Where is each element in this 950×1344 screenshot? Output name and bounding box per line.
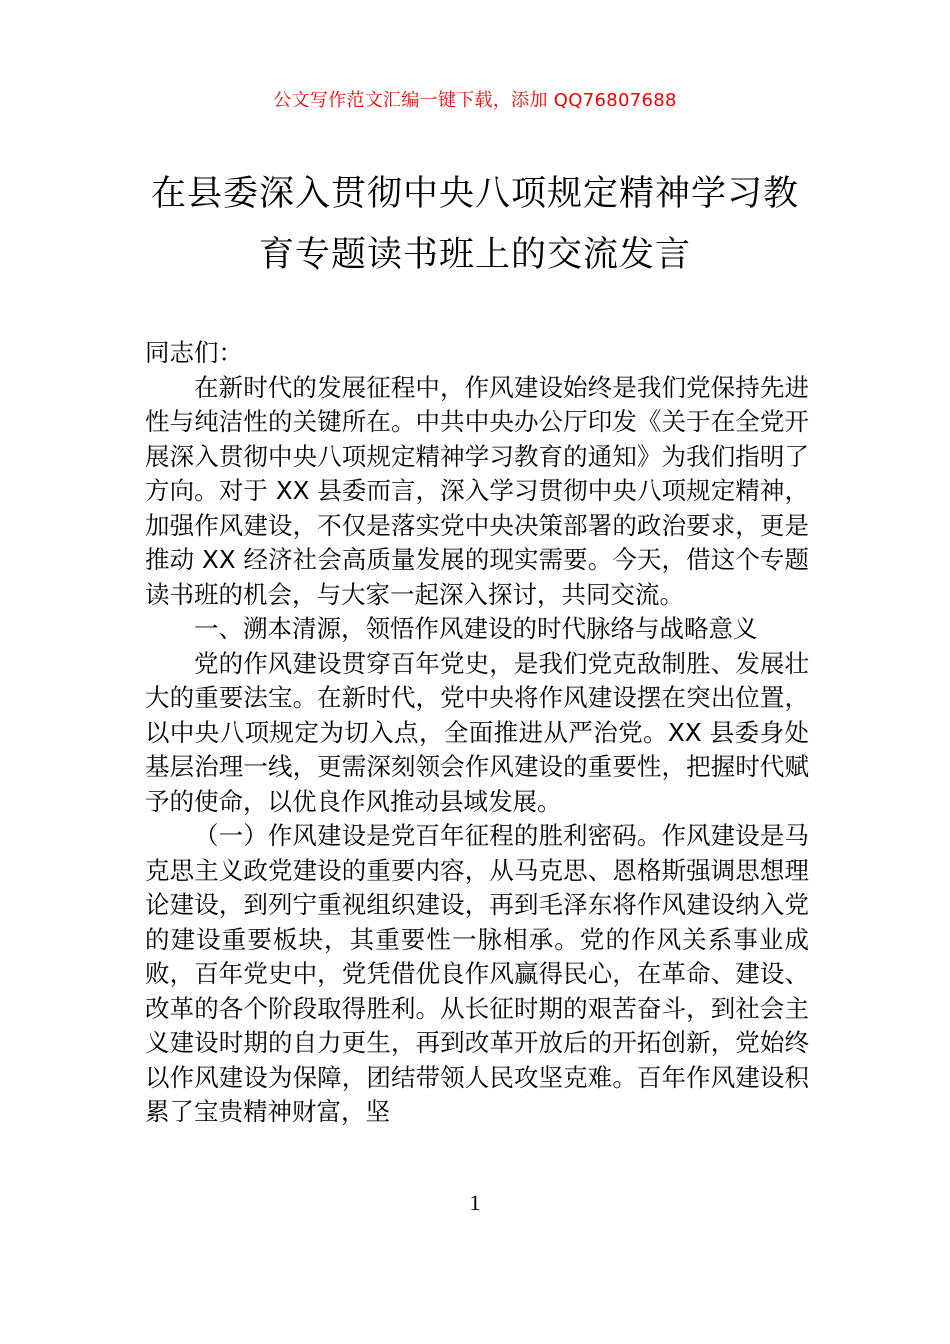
- page-number: 1: [469, 1190, 481, 1215]
- download-promo-note: 公文写作范文汇编一键下载，添加 QQ76807688: [273, 90, 677, 111]
- document-body: [145, 336, 809, 1130]
- paragraph-section-1: 党的作风建设贯穿百年党史，是我们党克敌制胜、发展壮大的重要法宝。在新时代，党中央将作风建设摆在突出位置，以中央八项规定为切入点，全面推进从严治党。XX 县委身处基层治理一线，更需深刻领会作风建设的重要性，把握时代赋予的使命，以优良作风推动县域发展。: [145, 648, 809, 816]
- paragraph-subsection-1: （一）作风建设是党百年征程的胜利密码。作风建设是马克思主义政党建设的重要内容，从马克思、恩格斯强调思想理论建设，到列宁重视组织建设，再到毛泽东将作风建设纳入党的建设重要板块，其重要性一脉相承。党的作风关系事业成败，百年党史中，党凭借优良作风赢得民心，在革命、建设、改革的各个阶段取得胜利。从长征时期的艰苦奋斗，到社会主义建设时期的自力更生，再到改革开放后的开拓创新，党始终以作风建设为保障，团结带领人民攻坚克难。百年作风建设积累了宝贵精神财富，坚: [145, 821, 809, 1126]
- paragraph-intro: 在新时代的发展征程中，作风建设始终是我们党保持先进性与纯洁性的关键所在。中共中央办公厅印发《关于在全党开展深入贯彻中央八项规定精神学习教育的通知》为我们指明了方向。对于 XX 县委而言，深入学习贯彻中央八项规定精神，加强作风建设，不仅是落实党中央决策部署的政治要求，更是推动 XX 经济社会高质量发展的现实需要。今天，借这个专题读书班的机会，与大家一起深入探讨，共同交流。: [145, 372, 809, 609]
- document-title: 在县委深入贯彻中央八项规定精神学习教育专题读书班上的交流发言: [150, 174, 799, 275]
- salutation: 同志们：: [145, 338, 243, 367]
- section-heading-1: 一、溯本清源，领悟作风建设的时代脉络与战略意义: [194, 614, 758, 643]
